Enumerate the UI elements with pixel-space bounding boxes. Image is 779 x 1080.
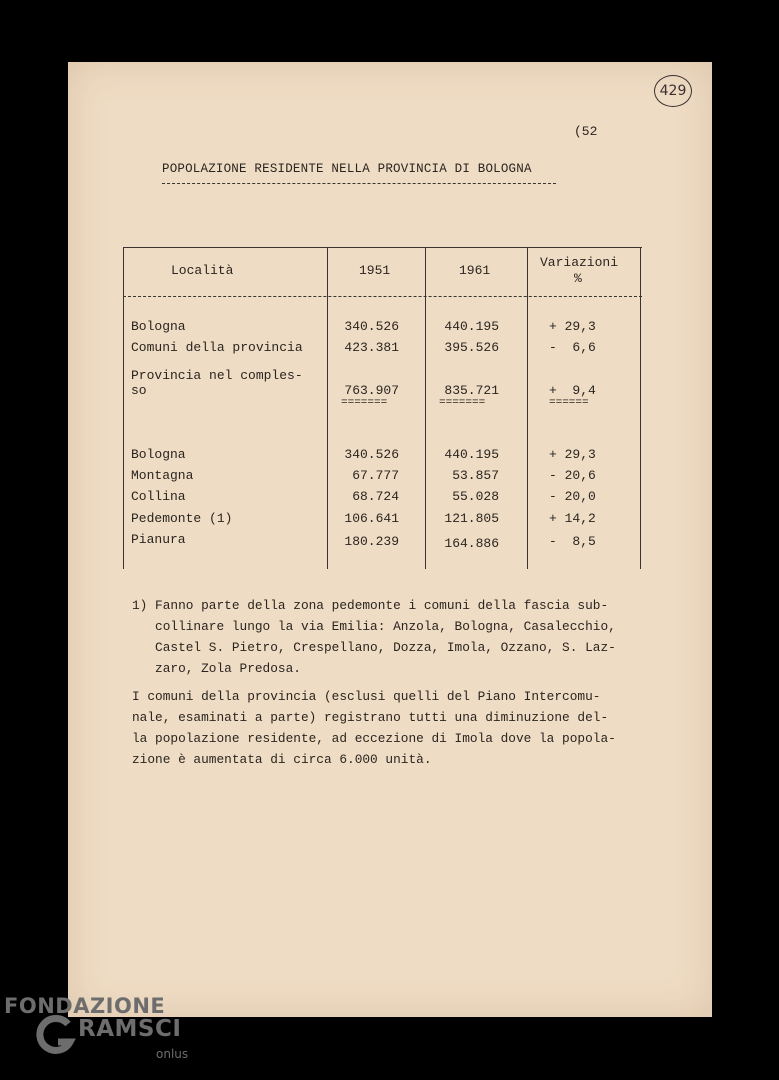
archive-stamp: 429 [654,75,692,107]
paragraph-line: I comuni della provincia (esclusi quelli del Piano Intercomu- [132,689,601,704]
population-table [123,247,642,569]
row-locality: Collina [131,489,186,504]
paragraph-line: nale, esaminati a parte) registrano tutti una diminuzione del- [132,710,609,725]
table-top-rule [123,247,642,248]
table-column-rule [123,247,124,569]
row-locality: Bologna [131,319,186,334]
footnote-line: zaro, Zola Predosa. [132,661,301,676]
footnote-line: collinare lungo la via Emilia: Anzola, Bologna, Casalecchio, [132,619,616,634]
row-locality: Pianura [131,532,186,547]
logo-subtitle: onlus [156,1047,189,1061]
row-locality: Bologna [131,447,186,462]
paragraph-line: zione è aumentata di circa 6.000 unità. [132,752,432,767]
row-1961: 164.886 [444,536,499,551]
row-locality: Montagna [131,468,194,483]
logo-line-2: RAMSCI [78,1016,182,1042]
row-locality-continued: so [131,383,147,398]
document-title: POPOLAZIONE RESIDENTE NELLA PROVINCIA DI BOLOGNA [162,162,532,176]
title-underline [162,183,556,184]
row-1951: 106.641 [344,511,399,526]
footnote-line: Castel S. Pietro, Crespellano, Dozza, Imola, Ozzano, S. Laz- [132,640,616,655]
total-underline: ======= [341,397,388,409]
table-column-rule [640,247,641,569]
row-1961: 395.526 [444,340,499,355]
document-page [68,62,712,1017]
row-1951: 423.381 [344,340,399,355]
row-locality: Pedemonte (1) [131,511,233,526]
table-column-rule [327,247,328,569]
row-1951: 180.239 [344,534,399,549]
row-1961: 53.857 [452,468,499,483]
row-locality: Comuni della provincia [131,340,303,355]
row-variation: + 14,2 [549,511,596,526]
total-underline: ====== [549,397,589,409]
body-paragraph [132,686,662,770]
row-1951: 340.526 [344,447,399,462]
row-1961: 835.721 [444,383,499,398]
row-variation: - 20,0 [549,489,596,504]
table-header-rule [123,296,642,297]
row-1951: 67.777 [352,468,399,483]
table-column-rule [425,247,426,569]
fondazione-gramsci-logo [4,994,194,1066]
row-variation: - 20,6 [549,468,596,483]
row-1961: 121.805 [444,511,499,526]
paragraph-line: la popolazione residente, ad eccezione di Imola dove la popola- [132,731,616,746]
row-1961: 440.195 [444,447,499,462]
logo-line-1: FONDAZIONE [4,994,166,1018]
row-1951: 340.526 [344,319,399,334]
header-variation: Variazioni [540,255,619,270]
header-1951: 1951 [359,263,391,278]
row-1961: 55.028 [452,489,499,504]
header-locality: Località [171,263,234,278]
row-variation: + 29,3 [549,447,596,462]
header-1961: 1961 [459,263,491,278]
row-variation: + 29,3 [549,319,596,334]
row-1951: 763.907 [344,383,399,398]
page-number: (52 [574,124,598,139]
footnote-line: 1) Fanno parte della zona pedemonte i comuni della fascia sub- [132,598,609,613]
row-variation: + 9,4 [549,383,596,398]
footnote [132,595,652,679]
header-variation-unit: % [574,271,582,286]
row-1951: 68.724 [352,489,399,504]
total-underline: ======= [439,397,486,409]
logo-g-icon [34,1012,78,1056]
row-variation: - 6,6 [549,340,596,355]
row-variation: - 8,5 [549,534,596,549]
table-column-rule [527,247,528,569]
row-1961: 440.195 [444,319,499,334]
row-locality: Provincia nel comples- [131,368,303,383]
